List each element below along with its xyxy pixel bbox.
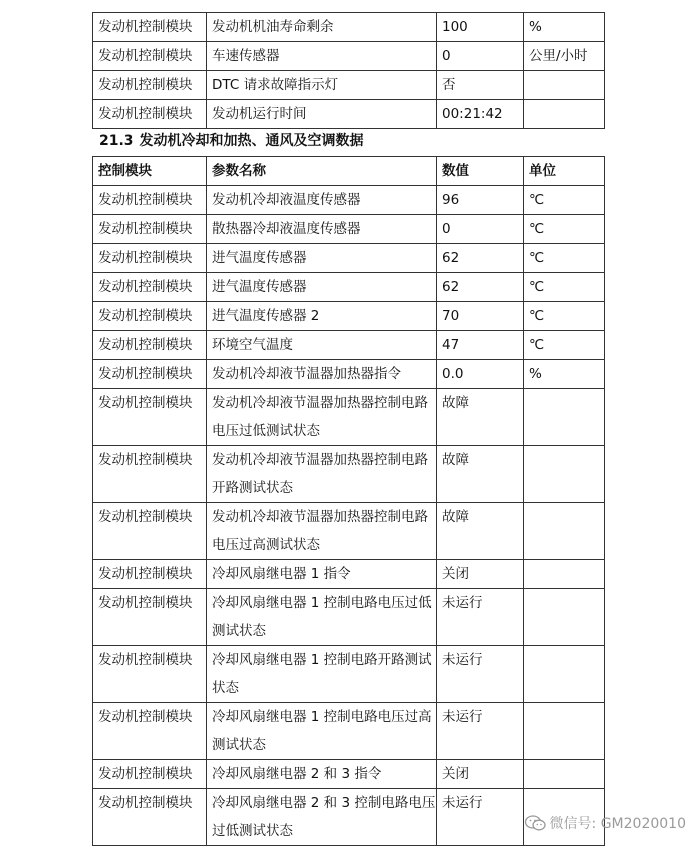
cell-module: 发动机控制模块 bbox=[93, 503, 207, 560]
table-header-row bbox=[93, 157, 605, 186]
cell-unit: ℃ bbox=[524, 302, 605, 331]
cell-value: 0 bbox=[437, 42, 524, 71]
table-row bbox=[93, 589, 605, 646]
cell-parameter: 冷却风扇继电器 2 和 3 控制电路电压过低测试状态 bbox=[207, 789, 437, 846]
cell-value: 故障 bbox=[437, 389, 524, 446]
cell-unit: % bbox=[524, 360, 605, 389]
cell-value: 故障 bbox=[437, 446, 524, 503]
cell-parameter: 进气温度传感器 2 bbox=[207, 302, 437, 331]
cell-parameter: 散热器冷却液温度传感器 bbox=[207, 215, 437, 244]
cell-unit bbox=[524, 71, 605, 100]
header-value: 数值 bbox=[437, 157, 524, 186]
cell-module: 发动机控制模块 bbox=[93, 703, 207, 760]
table-row bbox=[93, 560, 605, 589]
cell-parameter: 发动机冷却液温度传感器 bbox=[207, 186, 437, 215]
cell-value: 未运行 bbox=[437, 646, 524, 703]
cell-unit bbox=[524, 560, 605, 589]
header-module: 控制模块 bbox=[93, 157, 207, 186]
cell-unit: ℃ bbox=[524, 331, 605, 360]
cell-parameter: 环境空气温度 bbox=[207, 331, 437, 360]
cell-value: 62 bbox=[437, 273, 524, 302]
cell-module: 发动机控制模块 bbox=[93, 71, 207, 100]
cell-module: 发动机控制模块 bbox=[93, 389, 207, 446]
table-row bbox=[93, 100, 605, 129]
cell-parameter: 冷却风扇继电器 1 控制电路电压过低测试状态 bbox=[207, 589, 437, 646]
cell-parameter: 冷却风扇继电器 1 指令 bbox=[207, 560, 437, 589]
cell-unit bbox=[524, 389, 605, 446]
cell-module: 发动机控制模块 bbox=[93, 760, 207, 789]
cell-unit: ℃ bbox=[524, 186, 605, 215]
table-row bbox=[93, 215, 605, 244]
cell-module: 发动机控制模块 bbox=[93, 446, 207, 503]
cell-module: 发动机控制模块 bbox=[93, 589, 207, 646]
watermark bbox=[524, 813, 686, 833]
table-row bbox=[93, 646, 605, 703]
cell-unit bbox=[524, 589, 605, 646]
cell-value: 故障 bbox=[437, 503, 524, 560]
cell-unit: ℃ bbox=[524, 244, 605, 273]
cell-parameter: 冷却风扇继电器 1 控制电路开路测试状态 bbox=[207, 646, 437, 703]
table-row bbox=[93, 360, 605, 389]
cell-value: 62 bbox=[437, 244, 524, 273]
cell-module: 发动机控制模块 bbox=[93, 646, 207, 703]
table-row bbox=[93, 244, 605, 273]
cell-unit bbox=[524, 646, 605, 703]
header-parameter: 参数名称 bbox=[207, 157, 437, 186]
table-row bbox=[93, 186, 605, 215]
cell-unit: % bbox=[524, 13, 605, 42]
header-unit: 单位 bbox=[524, 157, 605, 186]
cell-value: 0 bbox=[437, 215, 524, 244]
cell-unit: ℃ bbox=[524, 215, 605, 244]
section-number: 21.3 bbox=[99, 133, 134, 149]
table-row bbox=[93, 42, 605, 71]
cell-parameter: 发动机冷却液节温器加热器控制电路电压过低测试状态 bbox=[207, 389, 437, 446]
cell-value: 0.0 bbox=[437, 360, 524, 389]
table-row bbox=[93, 389, 605, 446]
cell-parameter: 发动机冷却液节温器加热器控制电路开路测试状态 bbox=[207, 446, 437, 503]
cell-unit bbox=[524, 760, 605, 789]
cell-value: 100 bbox=[437, 13, 524, 42]
cell-module: 发动机控制模块 bbox=[93, 13, 207, 42]
cell-module: 发动机控制模块 bbox=[93, 560, 207, 589]
cell-parameter: 冷却风扇继电器 2 和 3 指令 bbox=[207, 760, 437, 789]
table-row bbox=[93, 331, 605, 360]
cell-unit bbox=[524, 446, 605, 503]
table-row bbox=[93, 446, 605, 503]
cell-parameter: DTC 请求故障指示灯 bbox=[207, 71, 437, 100]
cell-value: 关闭 bbox=[437, 760, 524, 789]
table-row bbox=[93, 703, 605, 760]
cell-module: 发动机控制模块 bbox=[93, 244, 207, 273]
cell-value: 否 bbox=[437, 71, 524, 100]
table-row bbox=[93, 13, 605, 42]
wechat-icon bbox=[524, 814, 546, 832]
cell-parameter: 进气温度传感器 bbox=[207, 273, 437, 302]
cell-module: 发动机控制模块 bbox=[93, 273, 207, 302]
cell-module: 发动机控制模块 bbox=[93, 789, 207, 846]
cell-module: 发动机控制模块 bbox=[93, 215, 207, 244]
cell-value: 47 bbox=[437, 331, 524, 360]
cell-parameter: 发动机运行时间 bbox=[207, 100, 437, 129]
cell-parameter: 进气温度传感器 bbox=[207, 244, 437, 273]
cell-parameter: 发动机冷却液节温器加热器控制电路电压过高测试状态 bbox=[207, 503, 437, 560]
cell-value: 未运行 bbox=[437, 589, 524, 646]
cell-value: 未运行 bbox=[437, 789, 524, 846]
cell-value: 未运行 bbox=[437, 703, 524, 760]
cell-value: 96 bbox=[437, 186, 524, 215]
cell-value: 关闭 bbox=[437, 560, 524, 589]
cell-unit: 公里/小时 bbox=[524, 42, 605, 71]
cell-unit bbox=[524, 703, 605, 760]
data-table-main bbox=[92, 156, 605, 846]
cell-parameter: 发动机机油寿命剩余 bbox=[207, 13, 437, 42]
cell-value: 00:21:42 bbox=[437, 100, 524, 129]
cell-unit bbox=[524, 100, 605, 129]
section-heading bbox=[99, 131, 370, 151]
cell-module: 发动机控制模块 bbox=[93, 331, 207, 360]
watermark-text: 微信号: GM2020010 bbox=[549, 816, 686, 832]
cell-module: 发动机控制模块 bbox=[93, 100, 207, 129]
cell-module: 发动机控制模块 bbox=[93, 302, 207, 331]
table-row bbox=[93, 760, 605, 789]
table-row bbox=[93, 503, 605, 560]
cell-value: 70 bbox=[437, 302, 524, 331]
cell-parameter: 车速传感器 bbox=[207, 42, 437, 71]
cell-unit: ℃ bbox=[524, 273, 605, 302]
table-row bbox=[93, 273, 605, 302]
cell-parameter: 冷却风扇继电器 1 控制电路电压过高测试状态 bbox=[207, 703, 437, 760]
cell-module: 发动机控制模块 bbox=[93, 42, 207, 71]
cell-module: 发动机控制模块 bbox=[93, 186, 207, 215]
table-row bbox=[93, 71, 605, 100]
data-table-top bbox=[92, 12, 605, 129]
cell-unit bbox=[524, 503, 605, 560]
table-row bbox=[93, 302, 605, 331]
section-title: 发动机冷却和加热、通风及空调数据 bbox=[139, 133, 364, 149]
cell-parameter: 发动机冷却液节温器加热器指令 bbox=[207, 360, 437, 389]
cell-module: 发动机控制模块 bbox=[93, 360, 207, 389]
